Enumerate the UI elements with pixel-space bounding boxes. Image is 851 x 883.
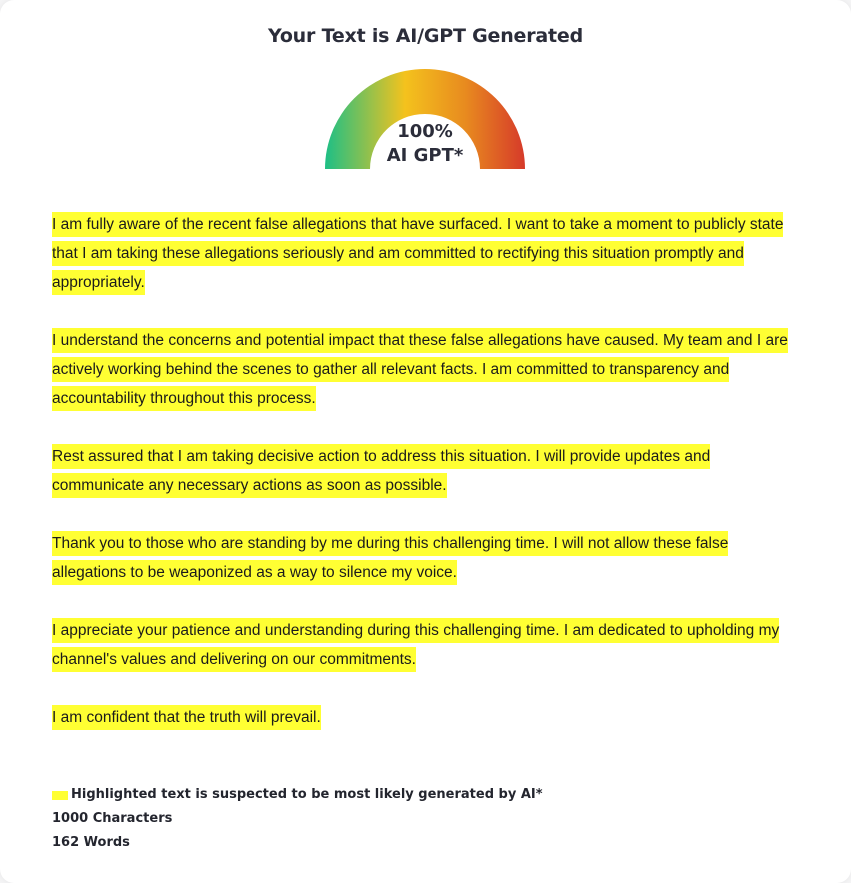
gauge-percentage: 100% <box>397 121 453 142</box>
text-paragraph <box>52 529 797 587</box>
text-paragraph <box>52 442 797 500</box>
highlight-note: Highlighted text is suspected to be most likely generated by AI* <box>71 787 543 802</box>
highlight-swatch-icon <box>52 791 68 800</box>
text-paragraph <box>52 210 797 297</box>
highlighted-sentence: I appreciate your patience and understanding during this challenging time. <box>52 618 564 643</box>
analyzed-text <box>52 210 797 761</box>
highlighted-sentence: I want to take a moment to publicly state that I am taking these allegations seriously and am committed to rectifying this situation promptly and appropriately. <box>52 212 783 295</box>
highlighted-sentence: Rest assured that I am taking decisive action to address this situation. <box>52 444 535 469</box>
text-paragraph <box>52 616 797 674</box>
character-count: 1000 Characters <box>52 811 173 826</box>
highlighted-sentence: I will provide updates and communicate any necessary actions as soon as possible. <box>52 444 710 498</box>
highlighted-sentence: I am committed to transparency and accountability throughout this process. <box>52 357 729 411</box>
text-paragraph <box>52 703 797 732</box>
highlighted-sentence: I will not allow these false allegations to be weaponized as a way to silence my voice. <box>52 531 728 585</box>
highlighted-sentence: Thank you to those who are standing by me during this challenging time. <box>52 531 553 556</box>
highlighted-sentence: I am confident that the truth will prevail. <box>52 705 321 730</box>
legend-highlight-row <box>52 783 797 807</box>
word-count: 162 Words <box>52 835 130 850</box>
highlighted-sentence: My team and I are actively working behind the scenes to gather all relevant facts. <box>52 328 788 382</box>
legend <box>52 783 797 855</box>
gauge-label: AI GPT* <box>386 145 464 166</box>
highlighted-sentence: I am dedicated to upholding my channel's values and delivering on our commitments. <box>52 618 779 672</box>
text-paragraph <box>52 326 797 413</box>
result-title: Your Text is AI/GPT Generated <box>268 25 583 47</box>
highlighted-sentence: I am fully aware of the recent false allegations that have surfaced. <box>52 212 507 237</box>
highlighted-sentence: I understand the concerns and potential impact that these false allegations have caused. <box>52 328 663 353</box>
